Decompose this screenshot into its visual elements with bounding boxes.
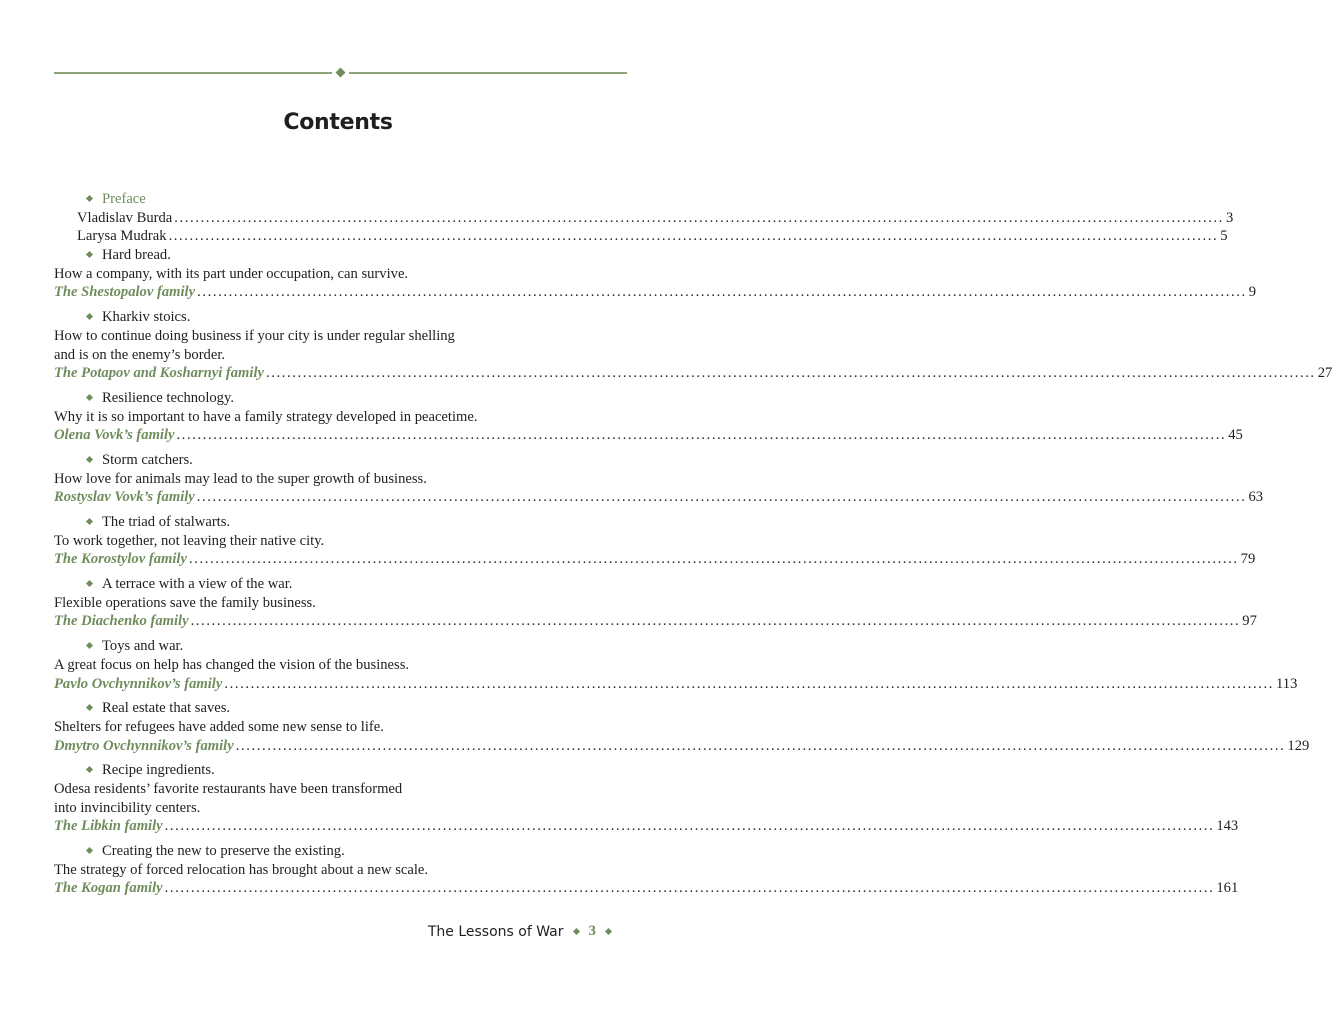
toc-heading[interactable] xyxy=(54,389,621,408)
toc-heading-text: Kharkiv stoics. xyxy=(102,309,191,326)
dot-leader: ........................................................................................................................................................................................................ xyxy=(164,818,1215,835)
diamond-ornament-icon xyxy=(336,68,346,78)
book-title: The Lessons of War xyxy=(427,923,564,940)
toc-family-name: The Potapov and Kosharnyi family xyxy=(54,365,264,382)
toc-heading-text: Preface xyxy=(102,191,146,207)
toc-page-number: 143 xyxy=(1216,818,1239,835)
diamond-bullet-icon xyxy=(86,251,93,258)
toc-entry[interactable] xyxy=(54,227,1228,246)
toc-page-number: 63 xyxy=(1248,489,1264,506)
toc-description: Odesa residents’ favorite restaurants have been transformed xyxy=(54,780,403,797)
toc-entry[interactable] xyxy=(54,817,1239,836)
page-number: 3 xyxy=(588,923,596,939)
diamond-ornament-icon xyxy=(572,928,579,935)
toc-entry[interactable] xyxy=(54,209,1234,228)
toc-description: Shelters for refugees have added some new sense to life. xyxy=(54,718,384,735)
table-of-contents xyxy=(54,190,1332,898)
toc-description: How love for animals may lead to the super growth of business. xyxy=(54,470,427,487)
toc-heading[interactable] xyxy=(54,451,621,470)
toc-heading-text: A terrace with a view of the war. xyxy=(102,576,293,593)
toc-heading-text: The triad of stalwarts. xyxy=(102,514,231,530)
toc-entry[interactable] xyxy=(54,426,1243,445)
toc-family-name: The Diachenko family xyxy=(54,613,189,630)
toc-section xyxy=(54,246,1257,302)
diamond-bullet-icon xyxy=(86,847,93,854)
toc-heading[interactable] xyxy=(54,575,621,594)
toc-description: To work together, not leaving their native city. xyxy=(54,532,325,549)
toc-heading[interactable] xyxy=(54,699,621,718)
toc-page-number: 27 xyxy=(1317,365,1332,382)
diamond-bullet-icon xyxy=(86,580,93,587)
diamond-ornament-icon xyxy=(605,928,612,935)
dot-leader: ........................................................................................................................................................................................................ xyxy=(188,551,1239,568)
toc-heading[interactable] xyxy=(54,637,621,656)
toc-heading-text: Toys and war. xyxy=(102,638,184,655)
toc-entry-label: Vladislav Burda xyxy=(77,209,173,226)
toc-entry[interactable] xyxy=(54,550,1256,569)
toc-page-number: 161 xyxy=(1216,880,1239,897)
dot-leader: ........................................................................................................................................................................................................ xyxy=(197,284,1247,301)
toc-heading-text: Hard bread. xyxy=(102,247,171,264)
toc-entry[interactable] xyxy=(54,283,1257,302)
toc-description: How to continue doing business if your city is under regular shelling xyxy=(54,327,455,344)
toc-section xyxy=(54,699,1310,755)
toc-page-number: 113 xyxy=(1276,675,1298,692)
toc-entry[interactable] xyxy=(54,675,1298,694)
toc-entry[interactable] xyxy=(54,879,1239,898)
toc-family-name: The Korostylov family xyxy=(54,551,187,568)
toc-family-name: The Shestopalov family xyxy=(54,284,196,301)
toc-page-number: 9 xyxy=(1248,284,1257,301)
toc-heading[interactable] xyxy=(54,842,621,861)
dot-leader: ........................................................................................................................................................................................................ xyxy=(235,737,1286,754)
dot-leader: ........................................................................................................................................................................................................ xyxy=(224,675,1275,692)
diamond-bullet-icon xyxy=(86,642,93,649)
page-footer xyxy=(428,923,621,940)
dot-leader: ........................................................................................................................................................................................................ xyxy=(266,365,1316,382)
dot-leader: ........................................................................................................................................................................................................ xyxy=(168,228,1219,245)
diamond-bullet-icon xyxy=(86,456,93,463)
toc-section xyxy=(54,513,1256,569)
toc-description: The strategy of forced relocation has brought about a new scale. xyxy=(54,861,429,878)
toc-description: into invincibility centers. xyxy=(54,799,201,816)
toc-heading[interactable] xyxy=(54,761,621,780)
toc-section xyxy=(54,842,1239,898)
toc-heading[interactable] xyxy=(54,190,621,209)
toc-heading-text: Real estate that saves. xyxy=(102,700,231,717)
toc-section xyxy=(54,389,1243,445)
dot-leader: ........................................................................................................................................................................................................ xyxy=(176,427,1227,444)
diamond-bullet-icon xyxy=(86,394,93,401)
toc-entry-label: Larysa Mudrak xyxy=(77,228,167,245)
toc-section xyxy=(54,575,1257,631)
toc-entry[interactable] xyxy=(54,364,1332,383)
toc-page-number: 3 xyxy=(1225,209,1234,226)
toc-entry[interactable] xyxy=(54,612,1257,631)
toc-section xyxy=(54,761,1239,836)
toc-description: How a company, with its part under occupation, can survive. xyxy=(54,265,409,282)
toc-section xyxy=(54,308,1332,383)
top-rule xyxy=(54,72,627,74)
diamond-bullet-icon xyxy=(86,195,93,202)
toc-description: A great focus on help has changed the vision of the business. xyxy=(54,656,410,673)
toc-section xyxy=(54,451,1264,507)
toc-family-name: The Kogan family xyxy=(54,880,163,897)
toc-heading[interactable] xyxy=(54,308,621,327)
top-rule-right xyxy=(349,72,627,74)
toc-description: Flexible operations save the family business. xyxy=(54,594,316,611)
toc-page-number: 5 xyxy=(1220,228,1228,245)
toc-family-name: The Libkin family xyxy=(54,818,163,835)
toc-family-name: Dmytro Ovchynnikov’s family xyxy=(54,737,234,754)
toc-heading-text: Creating the new to preserve the existing. xyxy=(102,843,345,859)
toc-entry[interactable] xyxy=(54,737,1310,756)
diamond-bullet-icon xyxy=(86,313,93,320)
diamond-bullet-icon xyxy=(86,766,93,773)
toc-heading-text: Resilience technology. xyxy=(102,389,234,406)
top-rule-left xyxy=(54,72,332,74)
toc-page-number: 129 xyxy=(1287,737,1310,754)
dot-leader: ........................................................................................................................................................................................................ xyxy=(164,880,1215,897)
page-title: Contents xyxy=(283,110,393,135)
toc-family-name: Olena Vovk’s family xyxy=(54,427,175,444)
toc-entry[interactable] xyxy=(54,488,1264,507)
toc-section-preface xyxy=(54,190,1234,246)
toc-heading[interactable] xyxy=(54,513,621,532)
toc-heading[interactable] xyxy=(54,246,621,265)
diamond-bullet-icon xyxy=(86,518,93,525)
toc-page-number: 97 xyxy=(1242,613,1257,630)
dot-leader: ........................................................................................................................................................................................................ xyxy=(174,209,1224,226)
toc-description: and is on the enemy’s border. xyxy=(54,346,226,363)
dot-leader: ........................................................................................................................................................................................................ xyxy=(196,489,1247,506)
toc-family-name: Pavlo Ovchynnikov’s family xyxy=(54,675,223,692)
toc-family-name: Rostyslav Vovk’s family xyxy=(54,489,195,506)
toc-section xyxy=(54,637,1298,693)
dot-leader: ........................................................................................................................................................................................................ xyxy=(190,613,1241,630)
toc-page-number: 45 xyxy=(1228,427,1243,444)
toc-page-number: 79 xyxy=(1240,551,1256,568)
diamond-bullet-icon xyxy=(86,704,93,711)
toc-heading-text: Recipe ingredients. xyxy=(102,762,215,779)
toc-heading-text: Storm catchers. xyxy=(102,451,193,468)
toc-description: Why it is so important to have a family strategy developed in peacetime. xyxy=(54,408,478,425)
